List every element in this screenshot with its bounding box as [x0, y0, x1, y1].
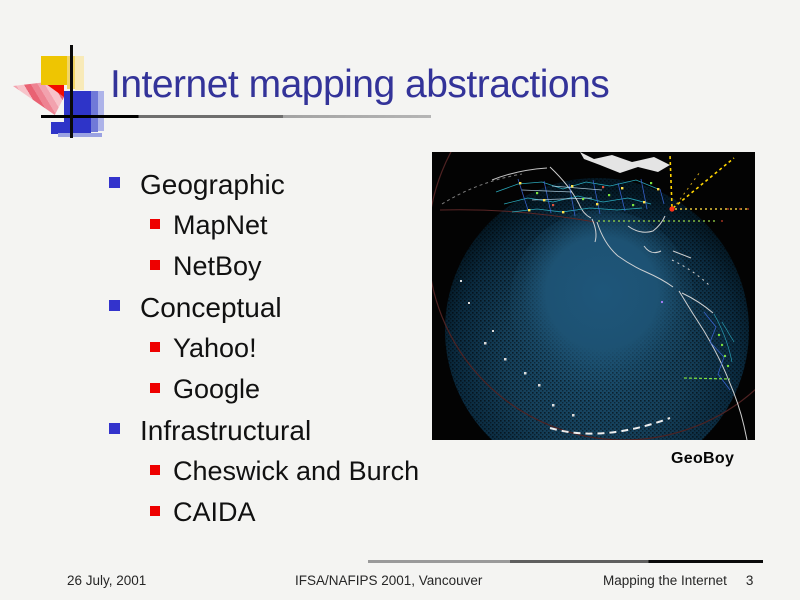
list-item-label: CAIDA: [173, 497, 256, 527]
footer-page-number: 3: [745, 573, 754, 588]
footer-date: 26 July, 2001: [67, 573, 147, 588]
footer-rule: [368, 560, 763, 563]
footer-topic: Mapping the Internet: [603, 573, 727, 588]
red-square-bullet-icon: [150, 219, 160, 229]
list-item-label: MapNet: [173, 210, 268, 240]
list-item: [109, 246, 459, 287]
list-item-label: Cheswick and Burch: [173, 456, 420, 486]
list-item-label: Yahoo!: [173, 333, 257, 363]
list-item: [109, 451, 459, 492]
list-item-label: Infrastructural: [140, 415, 312, 446]
logo-blue-strip: [91, 91, 98, 132]
logo-yellow-square: [41, 56, 67, 85]
footer-right: [603, 573, 753, 588]
list-item: [109, 410, 459, 451]
footer-venue: IFSA/NAFIPS 2001, Vancouver: [295, 573, 483, 588]
list-item-label: Google: [173, 374, 261, 404]
logo-blue-sliver: [58, 133, 102, 137]
red-square-bullet-icon: [150, 260, 160, 270]
list-item-label: Geographic: [140, 169, 285, 200]
list-item: [109, 205, 459, 246]
logo-blue-square: [64, 91, 91, 133]
geoboy-globe-image: [432, 152, 755, 440]
image-caption: GeoBoy: [671, 450, 735, 467]
logo-yellow-strip: [75, 56, 84, 90]
red-square-bullet-icon: [150, 342, 160, 352]
slide-title: Internet mapping abstractions: [110, 63, 610, 106]
bullet-list: [109, 164, 459, 533]
list-item: [109, 328, 459, 369]
list-item: [109, 369, 459, 410]
red-square-bullet-icon: [150, 506, 160, 516]
blue-square-bullet-icon: [109, 423, 120, 434]
crosshair-vertical-line: [70, 45, 73, 138]
blue-square-bullet-icon: [109, 177, 120, 188]
blue-square-bullet-icon: [109, 300, 120, 311]
list-item-label: Conceptual: [140, 292, 282, 323]
list-item: [109, 287, 459, 328]
list-item: [109, 164, 459, 205]
red-square-bullet-icon: [150, 383, 160, 393]
title-underline-rule: [41, 115, 431, 118]
logo-blue-strip: [98, 91, 104, 131]
list-item: [109, 492, 459, 533]
red-square-bullet-icon: [150, 465, 160, 475]
list-item-label: NetBoy: [173, 251, 262, 281]
